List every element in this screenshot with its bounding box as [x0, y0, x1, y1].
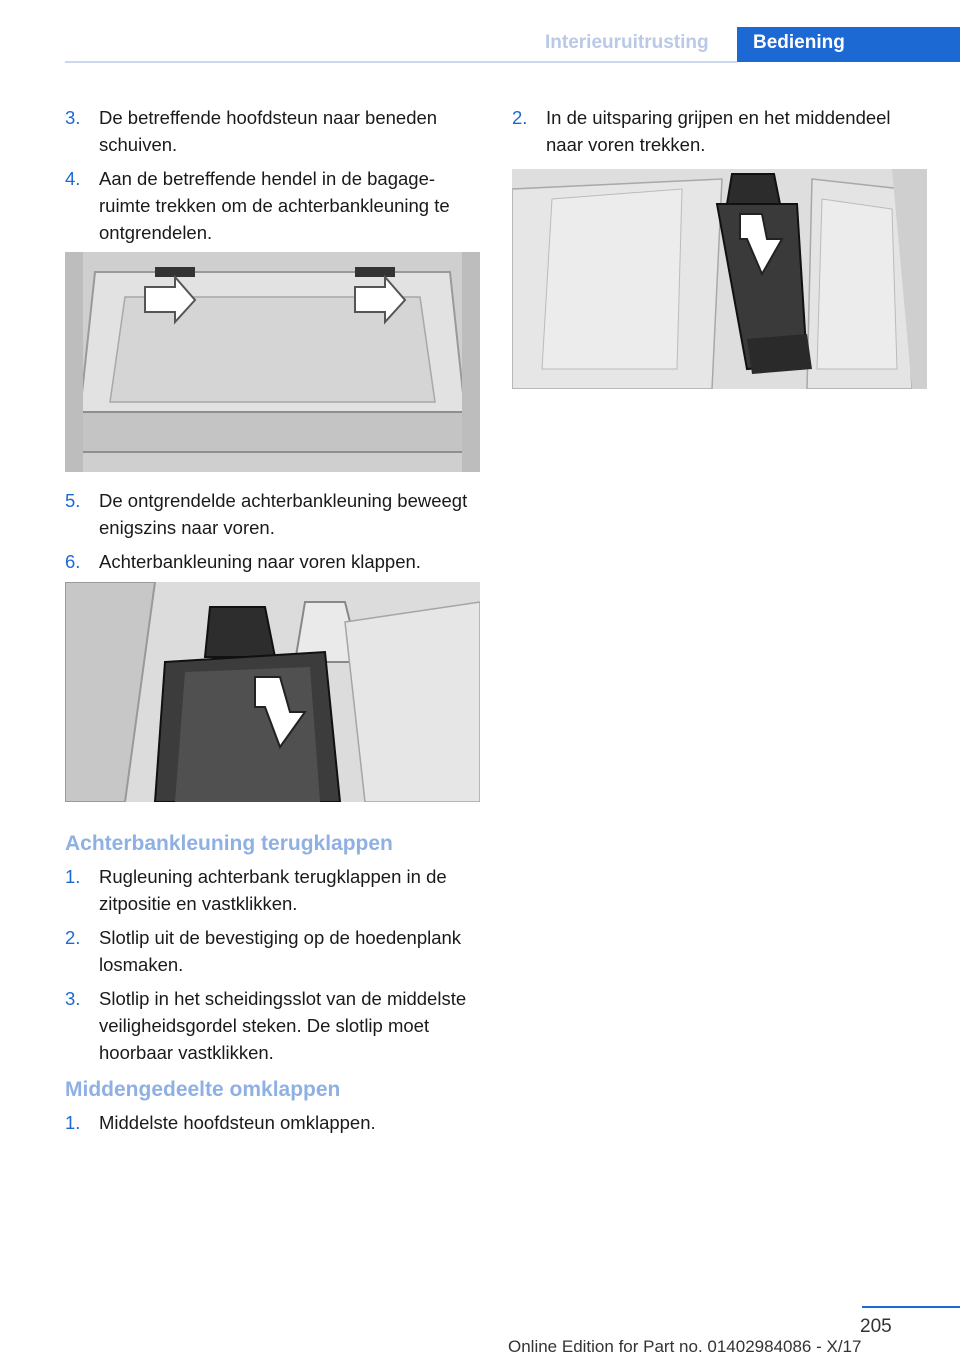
step-item: [512, 104, 927, 158]
section-title: Middengedeelte omklappen: [65, 1078, 341, 1101]
section-middengedeelte: [65, 1076, 480, 1143]
step-item: [65, 104, 480, 158]
step-number: 1.: [65, 1112, 81, 1133]
header-rule: [65, 61, 737, 63]
step-text: Slotlip in het scheidingsslot van de middelste veiligheidsgordel steken. De slotlip moet hoorbaar vastklikken.: [99, 988, 467, 1063]
section-title: Achterbankleuning terugklappen: [65, 832, 393, 855]
step-item: [65, 863, 480, 917]
step-text: Slotlip uit de bevestiging op de hoedenplank losmaken.: [99, 927, 462, 975]
step-number: 6.: [65, 551, 81, 572]
step-item: [65, 924, 480, 978]
seatback-fold-figure: [65, 582, 480, 802]
step-text: De ontgrendelde achterbankleuning beweegt enigszins naar voren.: [99, 490, 468, 538]
right-column: [512, 104, 927, 165]
step-item: [65, 165, 480, 246]
header-chapter-tab[interactable]: Bediening: [737, 27, 960, 62]
step-item: [65, 985, 480, 1066]
trunk-release-figure: [65, 252, 480, 472]
section-achterbankleuning: [65, 830, 480, 1073]
step-number: 4.: [65, 168, 81, 189]
step-text: Middelste hoofdsteun omklappen.: [99, 1112, 376, 1133]
step-text: De betreffende hoofdsteun naar beneden schuiven.: [99, 107, 438, 155]
step-number: 5.: [65, 490, 81, 511]
step-item: [65, 548, 480, 575]
edition-note: Online Edition for Part no. 01402984086 - X/17: [508, 1337, 862, 1356]
left-column: [65, 104, 480, 253]
step-text: In de uitsparing grijpen en het middendeel naar voren trekken.: [546, 107, 891, 155]
step-number: 1.: [65, 866, 81, 887]
step-number: 3.: [65, 107, 81, 128]
middle-section-figure: [512, 169, 927, 389]
step-text: Achterbankleuning naar voren klappen.: [99, 551, 421, 572]
step-text: Aan de betreffende hendel in de bagageruimte trekken om de achterbankleuning te ontgrendelen.: [99, 168, 450, 243]
page-number: 205: [860, 1316, 892, 1337]
footer-rule: [862, 1306, 960, 1308]
step-number: 2.: [512, 107, 528, 128]
step-text: Rugleuning achterbank terugklappen in de zitpositie en vastklikken.: [99, 866, 447, 914]
step-item: [65, 487, 480, 541]
step-number: 2.: [65, 927, 81, 948]
left-column-mid: [65, 487, 480, 582]
step-item: [65, 1109, 480, 1136]
header-section-tab[interactable]: Interieuruitrusting: [545, 32, 709, 53]
step-number: 3.: [65, 988, 81, 1009]
